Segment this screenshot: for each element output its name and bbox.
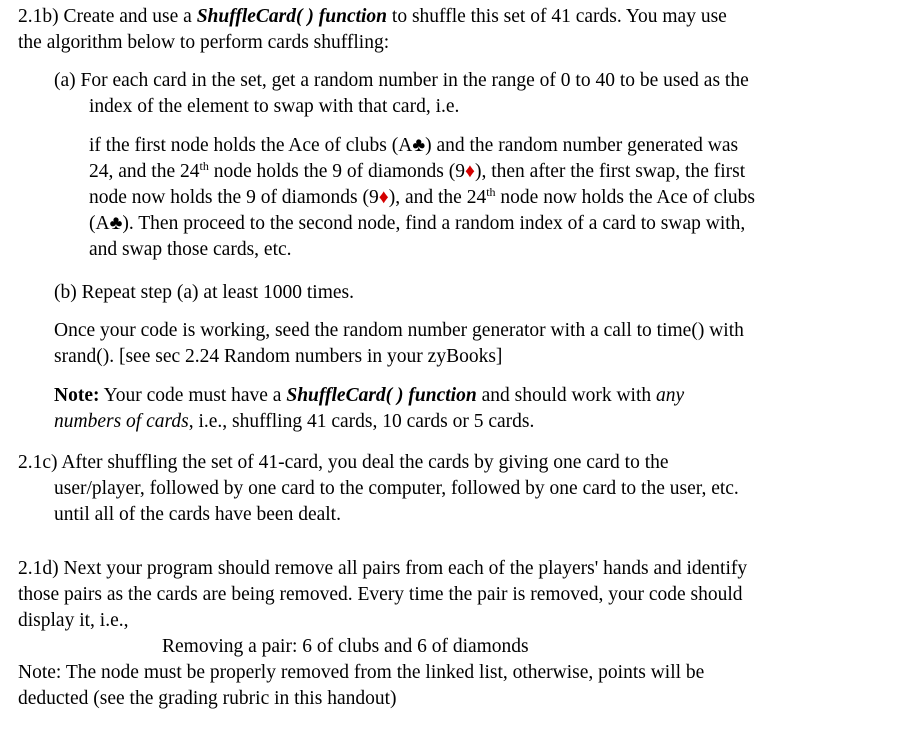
shufflecard-function-name: ShuffleCard( ) function <box>196 6 388 27</box>
example-line2 <box>89 159 745 185</box>
club-suit-icon: ♣ <box>109 213 123 234</box>
note-text-cont: and should work with <box>476 385 656 406</box>
section-d-example: Removing a pair: 6 of clubs and 6 of diamonds <box>162 636 529 657</box>
note-any-emphasis: any <box>655 385 685 406</box>
example-line3-rest: node now holds the Ace of clubs <box>495 187 755 208</box>
ordinal-superscript: th <box>486 185 496 199</box>
section-d-note2: deducted (see the grading rubric in this handout) <box>18 688 397 709</box>
note-text: Your code must have a <box>99 385 287 406</box>
shufflecard-function-name: ShuffleCard( ) function <box>286 385 477 406</box>
example-line3 <box>89 185 755 211</box>
note-numbers-emphasis: numbers of cards <box>54 411 189 432</box>
section-c-line3: until all of the cards have been dealt. <box>54 504 341 525</box>
note-label: Note: <box>54 385 100 406</box>
example-line4-text: (A <box>89 213 110 234</box>
example-line4 <box>89 211 745 237</box>
example-line1 <box>89 133 738 159</box>
example-line2-mid: node holds the 9 of diamonds (9 <box>208 161 466 182</box>
step-b: (b) Repeat step (a) at least 1000 times. <box>54 282 354 303</box>
example-line1-rest: ) and the random number generated was <box>425 135 739 156</box>
note-line1 <box>54 383 684 409</box>
diamond-suit-icon: ♦ <box>378 187 389 208</box>
seed-line2: srand(). [see sec 2.24 Random numbers in your zyBooks] <box>54 346 503 367</box>
ordinal-superscript: th <box>199 159 209 173</box>
example-line3-mid: ), and the 24 <box>388 187 487 208</box>
club-suit-icon: ♣ <box>412 135 426 156</box>
section-b-heading-line1 <box>18 4 727 30</box>
note-line2-rest: , i.e., shuffling 41 cards, 10 cards or 5 cards. <box>188 411 535 432</box>
section-d-line1: 2.1d) Next your program should remove all pairs from each of the players' hands and identify <box>18 558 748 579</box>
example-line4-rest: ). Then proceed to the second node, find a random index of a card to swap with, <box>122 213 746 234</box>
section-c-line1: 2.1c) After shuffling the set of 41-card, you deal the cards by giving one card to the <box>18 452 669 473</box>
seed-line1: Once your code is working, seed the random number generator with a call to time() with <box>54 320 744 341</box>
section-b-prefix: 2.1b) Create and use a <box>18 6 197 27</box>
note-line2 <box>54 409 534 435</box>
section-b-heading-line2: the algorithm below to perform cards shuffling: <box>18 32 390 53</box>
step-a-line1: (a) For each card in the set, get a random number in the range of 0 to 40 to be used as the <box>54 70 749 91</box>
example-line2-text: 24, and the 24 <box>89 161 200 182</box>
example-line5: and swap those cards, etc. <box>89 239 292 260</box>
diamond-suit-icon: ♦ <box>465 161 475 182</box>
section-b-suffix: to shuffle this set of 41 cards. You may use <box>387 6 727 27</box>
section-d-line3: display it, i.e., <box>18 610 129 631</box>
section-c-line2: user/player, followed by one card to the computer, followed by one card to the user, etc. <box>54 478 739 499</box>
example-line3-text: node now holds the 9 of diamonds (9 <box>89 187 379 208</box>
example-line2-rest: ), then after the first swap, the first <box>474 161 746 182</box>
step-a-line2: index of the element to swap with that card, i.e. <box>89 96 460 117</box>
section-d-note1: Note: The node must be properly removed from the linked list, otherwise, points will be <box>18 662 705 683</box>
example-line1-text: if the first node holds the Ace of clubs (A <box>89 135 413 156</box>
section-d-line2: those pairs as the cards are being removed. Every time the pair is removed, your code should <box>18 584 743 605</box>
